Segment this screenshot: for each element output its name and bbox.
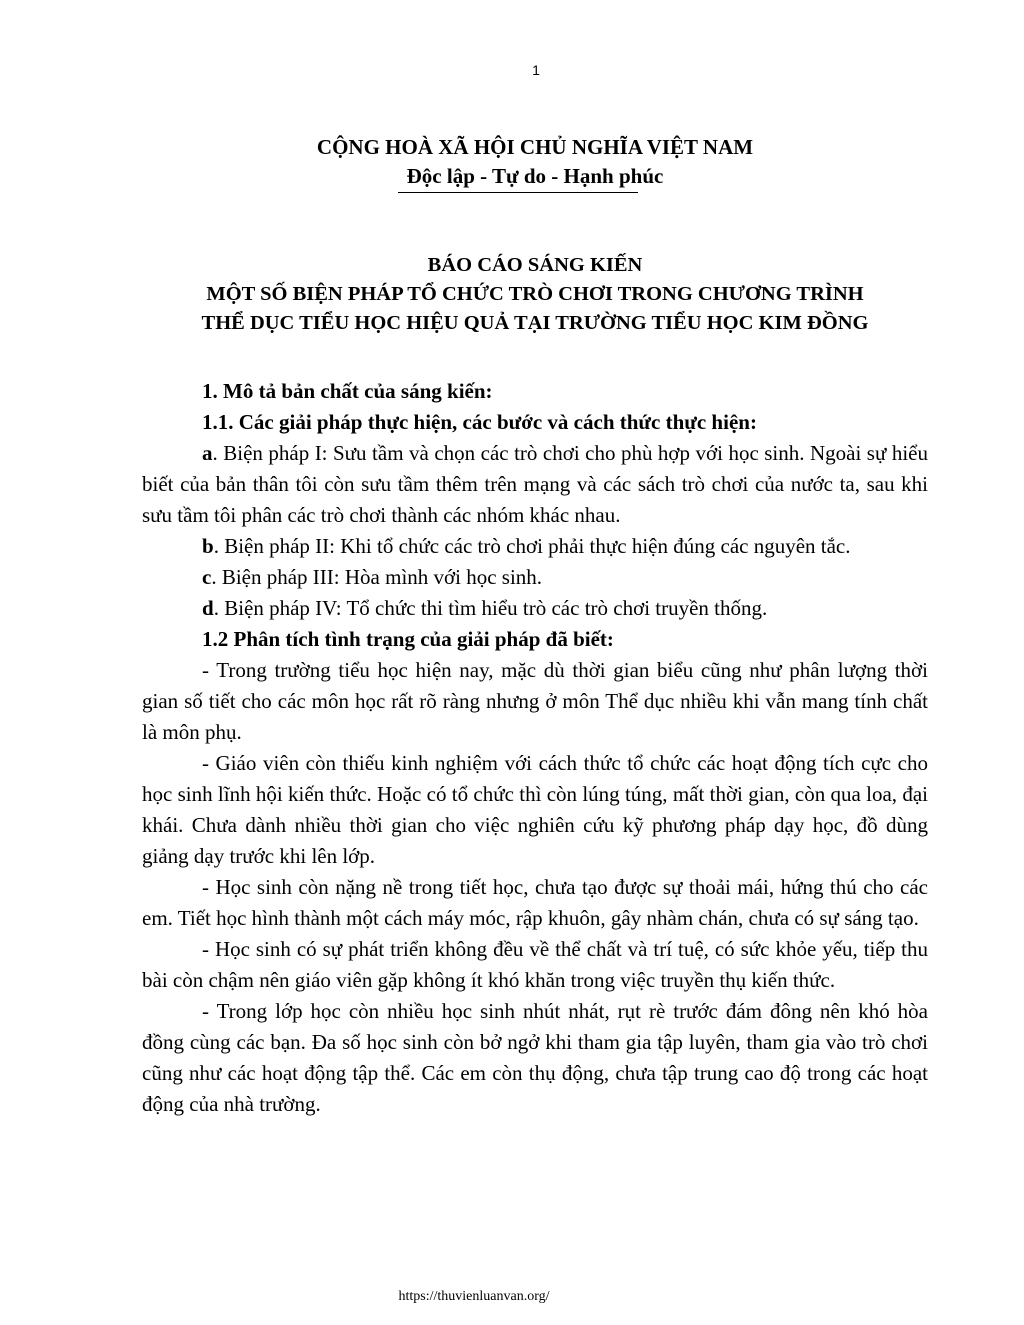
measure-b-text: . Biện pháp II: Khi tổ chức các trò chơi phải thực hiện đúng các nguyên tắc. <box>213 534 851 558</box>
measure-c-text: . Biện pháp III: Hòa mình với học sinh. <box>211 565 543 589</box>
measure-b <box>142 531 928 562</box>
footer-url: https://thuvienluanvan.org/ <box>398 1289 550 1304</box>
measure-c <box>142 562 928 593</box>
measure-a-letter: a <box>202 441 213 465</box>
report-title <box>0 251 1024 338</box>
analysis-paragraph: - Trong trường tiểu học hiện nay, mặc dù thời gian biểu cũng như phân lượng thời gian số tiết cho các môn học rất rõ ràng nhưng ở môn Thể dục nhiều khi vẫn mang tính chất là môn phụ. <box>142 658 928 744</box>
section-1-1-heading: 1.1. Các giải pháp thực hiện, các bước và cách thức thực hiện: <box>202 410 757 434</box>
analysis-paragraph: - Học sinh còn nặng nề trong tiết học, chưa tạo được sự thoải mái, hứng thú cho các em. Tiết học hình thành một cách máy móc, rập khuôn, gây nhàm chán, chưa có sự sáng tạo. <box>142 875 928 930</box>
measure-a-text: . Biện pháp I: Sưu tầm và chọn các trò chơi cho phù hợp với học sinh. Ngoài sự hiểu biết của bản thân tôi còn sưu tầm thêm trên mạng và các sách trò chơi của nước ta, sau khi sưu tầm tôi phân các trò chơi thành các nhóm khác nhau. <box>142 441 928 527</box>
measure-c-letter: c <box>202 565 212 589</box>
section-1-heading: 1. Mô tả bản chất của sáng kiến: <box>202 379 493 403</box>
analysis-paragraph: - Học sinh có sự phát triển không đều về thể chất và trí tuệ, có sức khỏe yếu, tiếp thu bài còn chậm nên giáo viên gặp không ít khó khăn trong việc truyền thụ kiến thức. <box>142 937 928 992</box>
motto-underline <box>398 192 638 193</box>
measure-d <box>142 593 928 624</box>
page-number: 1 <box>532 62 540 78</box>
report-title-line-1: BÁO CÁO SÁNG KIẾN <box>427 254 643 276</box>
section-1-2-heading: 1.2 Phân tích tình trạng của giải pháp đã biết: <box>202 627 614 651</box>
measure-d-text: . Biện pháp IV: Tổ chức thi tìm hiểu trò các trò chơi truyền thống. <box>213 596 768 620</box>
nation-heading: CỘNG HOÀ XÃ HỘI CHỦ NGHĨA VIỆT NAM <box>316 135 754 159</box>
measure-b-letter: b <box>202 534 214 558</box>
report-title-line-2: MỘT SỐ BIỆN PHÁP TỔ CHỨC TRÒ CHƠI TRONG CHƯƠNG TRÌNH <box>206 283 864 305</box>
document-body <box>142 376 928 1120</box>
motto-heading: Độc lập - Tự do - Hạnh phúc <box>406 164 664 188</box>
report-title-line-3: THỂ DỤC TIỂU HỌC HIỆU QUẢ TẠI TRƯỜNG TIỂU HỌC KIM ĐỒNG <box>201 312 869 334</box>
analysis-paragraph: - Giáo viên còn thiếu kinh nghiệm với cách thức tổ chức các hoạt động tích cực cho học sinh lĩnh hội kiến thức. Hoặc có tổ chức thì còn lúng túng, mất thời gian, còn qua loa, đại khái. Chưa dành nhiều thời gian cho việc nghiên cứu kỹ phương pháp dạy học, đồ dùng giảng dạy trước khi lên lớp. <box>142 751 928 868</box>
measure-d-letter: d <box>202 596 214 620</box>
analysis-paragraph: - Trong lớp học còn nhiều học sinh nhút nhát, rụt rè trước đám đông nên khó hòa đồng cùng các bạn. Đa số học sinh còn bở ngở khi tham gia tập luyên, tham gia vào trò chơi cũng như các hoạt động tập thể. Các em còn thụ động, chưa tập trung cao độ trong các hoạt động của nhà trường. <box>142 999 928 1116</box>
measure-a <box>142 438 928 531</box>
